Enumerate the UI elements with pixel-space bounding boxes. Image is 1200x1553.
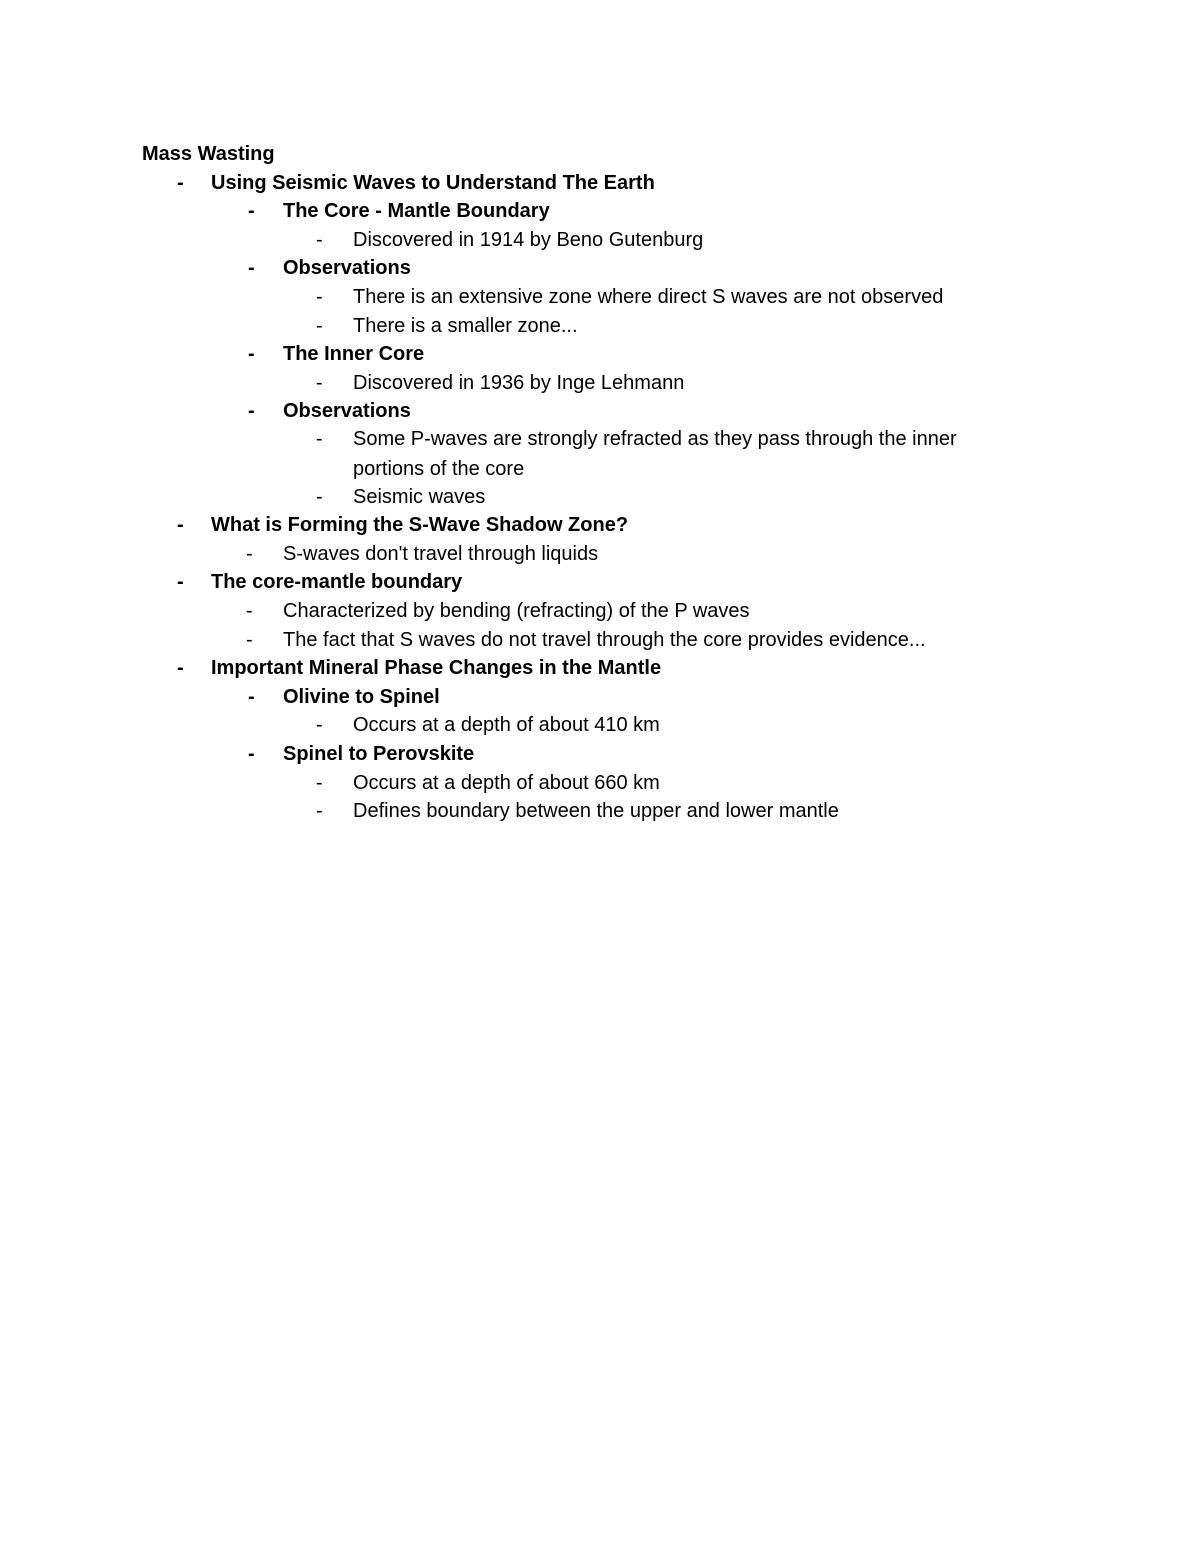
- subsection-heading-observations-2: Observations: [283, 400, 411, 422]
- bullet-dash: -: [316, 372, 323, 394]
- bullet-dash: -: [246, 600, 253, 622]
- point-depth-410: Occurs at a depth of about 410 km: [353, 714, 660, 736]
- point-discovered-1936: Discovered in 1936 by Inge Lehmann: [353, 372, 685, 394]
- bullet-dash: -: [316, 800, 323, 822]
- subsection-heading-observations-1: Observations: [283, 257, 411, 279]
- point-p-waves-refracted-continued: portions of the core: [353, 458, 525, 480]
- bullet-dash: -: [316, 772, 323, 794]
- point-s-waves-liquids: S-waves don't travel through liquids: [283, 543, 599, 565]
- bullet-dash: -: [246, 629, 253, 651]
- document-title: Mass Wasting: [142, 143, 275, 165]
- bullet-dash: -: [316, 286, 323, 308]
- section-heading-seismic-waves: Using Seismic Waves to Understand The Earth: [211, 172, 655, 194]
- bullet-dash: -: [177, 657, 184, 679]
- bullet-dash: -: [248, 400, 255, 422]
- bullet-dash: -: [177, 172, 184, 194]
- bullet-dash: -: [316, 315, 323, 337]
- section-heading-shadow-zone: What is Forming the S-Wave Shadow Zone?: [211, 514, 629, 536]
- point-s-waves-evidence: The fact that S waves do not travel through the core provides evidence...: [283, 629, 926, 651]
- bullet-dash: -: [248, 686, 255, 708]
- subsection-heading-spinel-perovskite: Spinel to Perovskite: [283, 743, 475, 765]
- point-smaller-zone: There is a smaller zone...: [353, 315, 578, 337]
- subsection-heading-olivine-spinel: Olivine to Spinel: [283, 686, 440, 708]
- section-heading-phase-changes: Important Mineral Phase Changes in the Mantle: [211, 657, 662, 679]
- bullet-dash: -: [246, 543, 253, 565]
- subsection-heading-inner-core: The Inner Core: [283, 343, 425, 365]
- subsection-heading-core-mantle-boundary: The Core - Mantle Boundary: [283, 200, 550, 222]
- bullet-dash: -: [316, 714, 323, 736]
- point-p-waves-refracted: Some P-waves are strongly refracted as they pass through the inner: [353, 428, 957, 450]
- bullet-dash: -: [248, 343, 255, 365]
- point-upper-lower-mantle: Defines boundary between the upper and lower mantle: [353, 800, 839, 822]
- section-heading-core-mantle: The core-mantle boundary: [211, 571, 463, 593]
- point-discovered-1914: Discovered in 1914 by Beno Gutenburg: [353, 229, 704, 251]
- bullet-dash: -: [316, 486, 323, 508]
- bullet-dash: -: [177, 514, 184, 536]
- bullet-dash: -: [248, 257, 255, 279]
- bullet-dash: -: [316, 229, 323, 251]
- point-seismic-waves: Seismic waves: [353, 486, 486, 508]
- point-extensive-zone: There is an extensive zone where direct S waves are not observed: [353, 286, 944, 308]
- point-depth-660: Occurs at a depth of about 660 km: [353, 772, 660, 794]
- bullet-dash: -: [248, 743, 255, 765]
- point-bending-p-waves: Characterized by bending (refracting) of the P waves: [283, 600, 750, 622]
- bullet-dash: -: [316, 428, 323, 450]
- bullet-dash: -: [177, 571, 184, 593]
- bullet-dash: -: [248, 200, 255, 222]
